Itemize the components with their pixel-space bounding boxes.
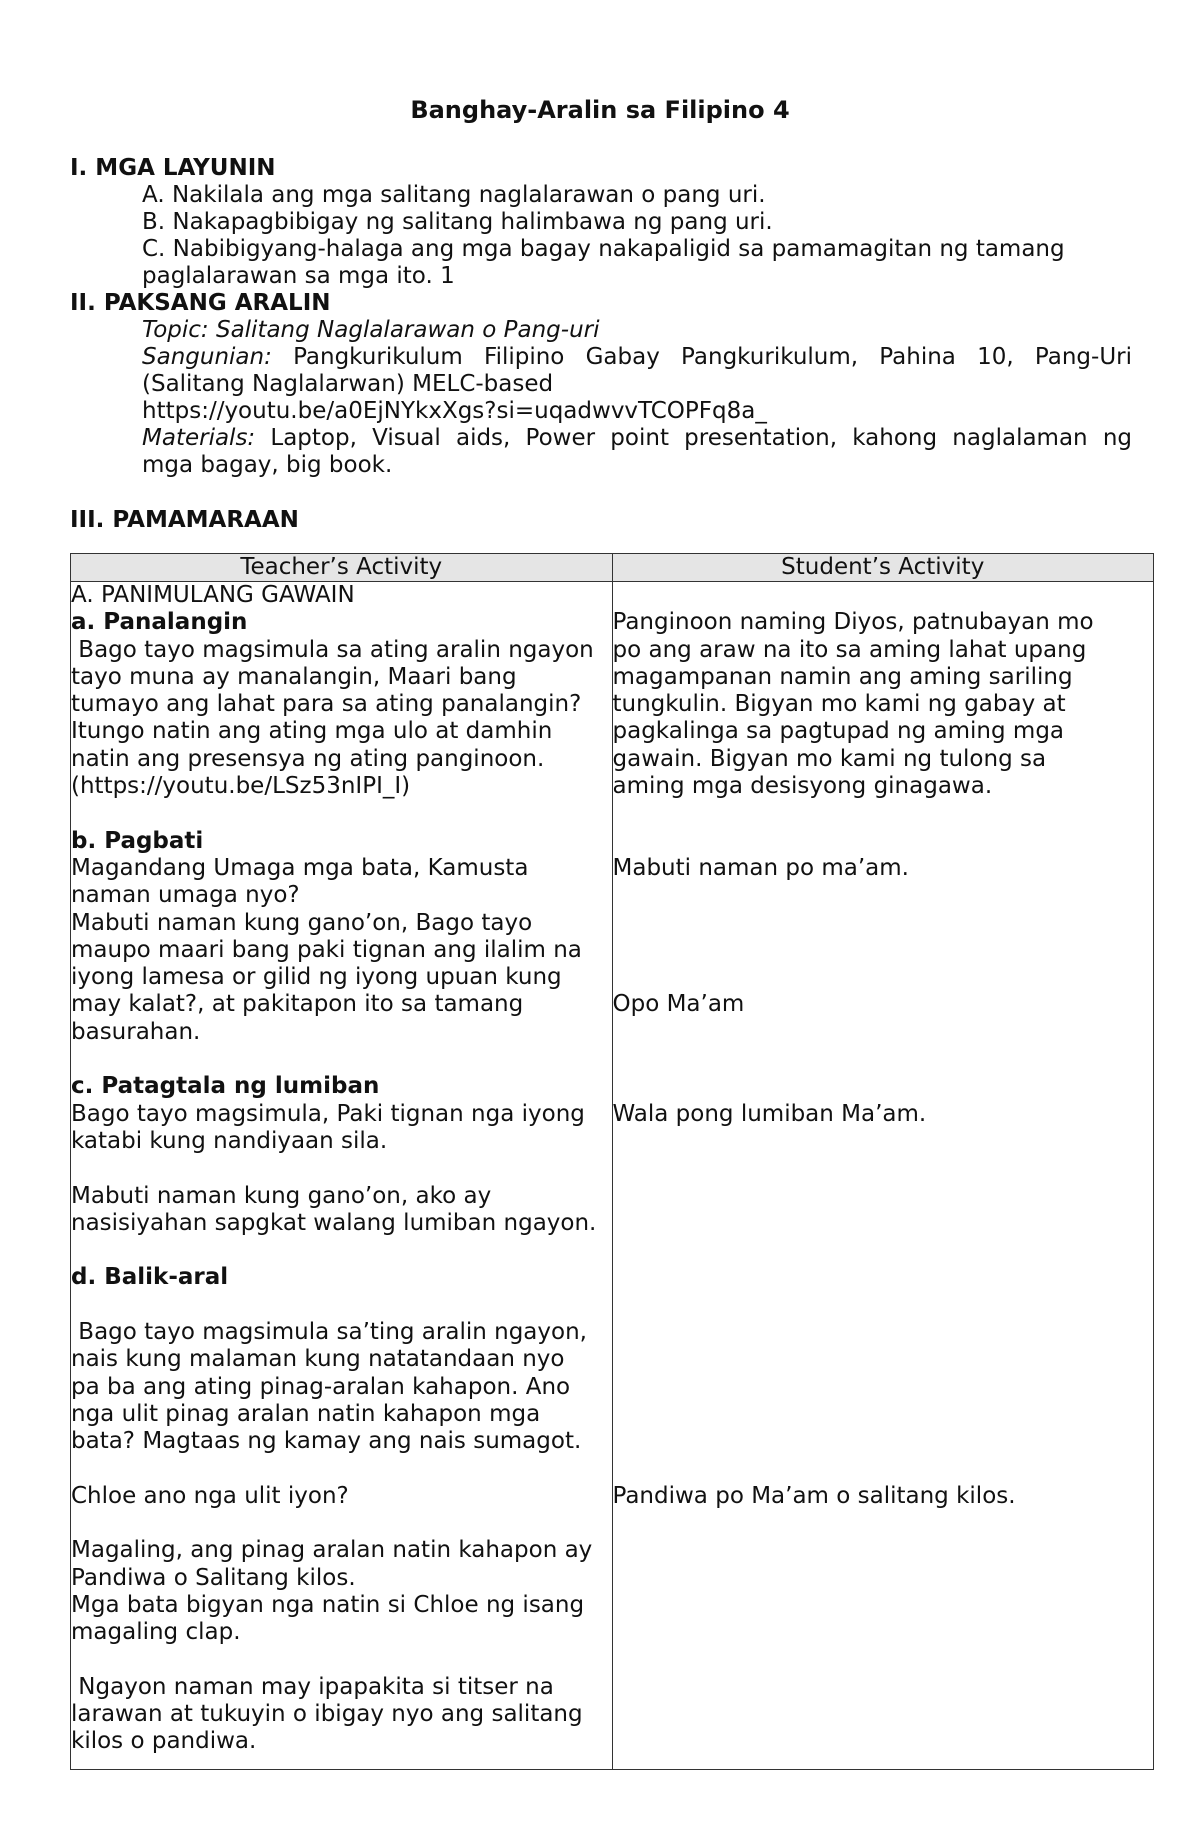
student-activity-cell xyxy=(612,582,1154,1770)
greeting-student-reply: Mabuti naman po ma’am. xyxy=(612,854,909,881)
materials-line xyxy=(142,425,1132,452)
pagbati-teacher-4: maupo maari bang paki tignan ang ilalim na xyxy=(71,936,582,963)
review-teacher-3: pa ba ang ating pinag-aralan kahapon. Ano xyxy=(71,1373,571,1400)
prayer-student-3: magampanan namin ang aming sariling xyxy=(612,663,1073,690)
source-text: Pangkurikulum Filipino Gabay Pangkurikulum, Pahina 10, Pang-Uri xyxy=(293,344,1133,370)
attendance-teacher-4: nasisiyahan sapgkat walang lumiban ngayon. xyxy=(71,1209,597,1236)
attendance-student-reply: Wala pong lumiban Ma’am. xyxy=(612,1100,927,1127)
prayer-student-1: Panginoon naming Diyos, patnubayan mo xyxy=(612,609,1094,636)
panalangin-teacher-6: (https://youtu.be/LSz53nIPI_I) xyxy=(71,773,411,800)
objective-c: C. Nabibigyang-halaga ang mga bagay nakapaligid sa pamamagitan ng tamang xyxy=(142,236,1065,262)
subject-heading: II. PAKSANG ARALIN xyxy=(70,290,331,316)
teacher-column-header: Teacher’s Activity xyxy=(71,554,613,582)
attendance-teacher-3: Mabuti naman kung gano’on, ako ay xyxy=(71,1182,492,1209)
teacher-activity-cell xyxy=(71,582,613,1770)
review-heading: d. Balik-aral xyxy=(71,1264,229,1291)
pagbati-teacher-7: basurahan. xyxy=(71,1018,201,1045)
objectives-heading: I. MGA LAYUNIN xyxy=(70,155,276,181)
panalangin-heading: a. Panalangin xyxy=(71,609,248,636)
review-teacher-question: Chloe ano nga ulit iyon? xyxy=(71,1482,349,1509)
source-line xyxy=(142,344,1132,371)
source-url: https://youtu.be/a0EjNYkxXgs?si=uqadwvvTCOPFq8a_ xyxy=(142,398,767,424)
pagbati-heading: b. Pagbati xyxy=(71,827,204,854)
materials-text: Laptop, Visual aids, Power point presentation, kahong naglalaman ng xyxy=(270,425,1133,451)
attendance-heading: c. Patagtala ng lumiban xyxy=(71,1073,380,1100)
student-column-header: Student’s Activity xyxy=(612,554,1154,582)
pagbati-teacher-3: Mabuti naman kung gano’on, Bago tayo xyxy=(71,909,533,936)
panalangin-teacher-2: tayo muna ay manalangin, Maari bang xyxy=(71,663,517,690)
review-teacher-11: larawan at tukuyin o ibigay nyo ang salitang xyxy=(71,1701,583,1728)
pagbati-teacher-2: naman umaga nyo? xyxy=(71,882,300,909)
objective-a: A. Nakilala ang mga salitang naglalarawan o pang uri. xyxy=(142,182,766,208)
source-label: Sangunian: xyxy=(142,344,272,370)
pagbati-teacher-1: Magandang Umaga mga bata, Kamusta xyxy=(71,854,529,881)
review-teacher-8: Mga bata bigyan nga natin si Chloe ng isang xyxy=(71,1591,585,1618)
panalangin-teacher-4: Itungo natin ang ating mga ulo at damhin xyxy=(71,718,553,745)
review-teacher-12: kilos o pandiwa. xyxy=(71,1728,257,1755)
review-teacher-1: Bago tayo magsimula sa’ting aralin ngayon, xyxy=(71,1319,587,1346)
attendance-teacher-2: katabi kung nandiyaan sila. xyxy=(71,1127,388,1154)
pagbati-teacher-6: may kalat?, at pakitapon ito sa tamang xyxy=(71,991,524,1018)
prayer-student-7: aming mga desisyong ginagawa. xyxy=(612,773,993,800)
cleanup-student-reply: Opo Ma’am xyxy=(612,991,745,1018)
document-title: Banghay-Aralin sa Filipino 4 xyxy=(410,96,790,124)
review-teacher-7: Pandiwa o Salitang kilos. xyxy=(71,1564,356,1591)
review-teacher-10: Ngayon naman may ipapakita si titser na xyxy=(71,1673,554,1700)
topic-line: Topic: Salitang Naglalarawan o Pang-uri xyxy=(142,317,600,343)
prayer-student-4: tungkulin. Bigyan mo kami ng gabay at xyxy=(612,691,1066,718)
panalangin-teacher-1: Bago tayo magsimula sa ating aralin ngayon xyxy=(71,636,594,663)
materials-label: Materials: xyxy=(142,425,256,451)
objective-b: B. Nakapagbibigay ng salitang halimbawa ng pang uri. xyxy=(142,209,773,235)
prayer-student-6: gawain. Bigyan mo kami ng tulong sa xyxy=(612,745,1047,772)
procedure-heading: III. PAMAMARAAN xyxy=(70,507,299,533)
panalangin-teacher-5: natin ang presensya ng ating panginoon. xyxy=(71,745,545,772)
review-teacher-9: magaling clap. xyxy=(71,1619,241,1646)
section-label: A. PANIMULANG GAWAIN xyxy=(71,582,355,608)
prayer-student-5: pagkalinga sa pagtupad ng aming mga xyxy=(612,718,1065,745)
review-teacher-4: nga ulit pinag aralan natin kahapon mga xyxy=(71,1400,541,1427)
review-teacher-5: bata? Magtaas ng kamay ang nais sumagot. xyxy=(71,1428,582,1455)
review-teacher-6: Magaling, ang pinag aralan natin kahapon ay xyxy=(71,1537,593,1564)
pagbati-teacher-5: iyong lamesa or gilid ng iyong upuan kung xyxy=(71,964,562,991)
activity-table xyxy=(70,553,1154,1770)
review-student-reply: Pandiwa po Ma’am o salitang kilos. xyxy=(612,1482,1016,1509)
objective-c-continued: paglalarawan sa mga ito. 1 xyxy=(142,263,455,289)
panalangin-teacher-3: tumayo ang lahat para sa ating panalangin? xyxy=(71,691,582,718)
prayer-student-2: po ang araw na ito sa aming lahat upang xyxy=(612,636,1087,663)
attendance-teacher-1: Bago tayo magsimula, Paki tignan nga iyong xyxy=(71,1100,585,1127)
materials-line-2: mga bagay, big book. xyxy=(142,452,393,478)
source-line-2: (Salitang Naglalarwan) MELC-based xyxy=(142,371,554,397)
review-teacher-2: nais kung malaman kung natatandaan nyo xyxy=(71,1346,565,1373)
